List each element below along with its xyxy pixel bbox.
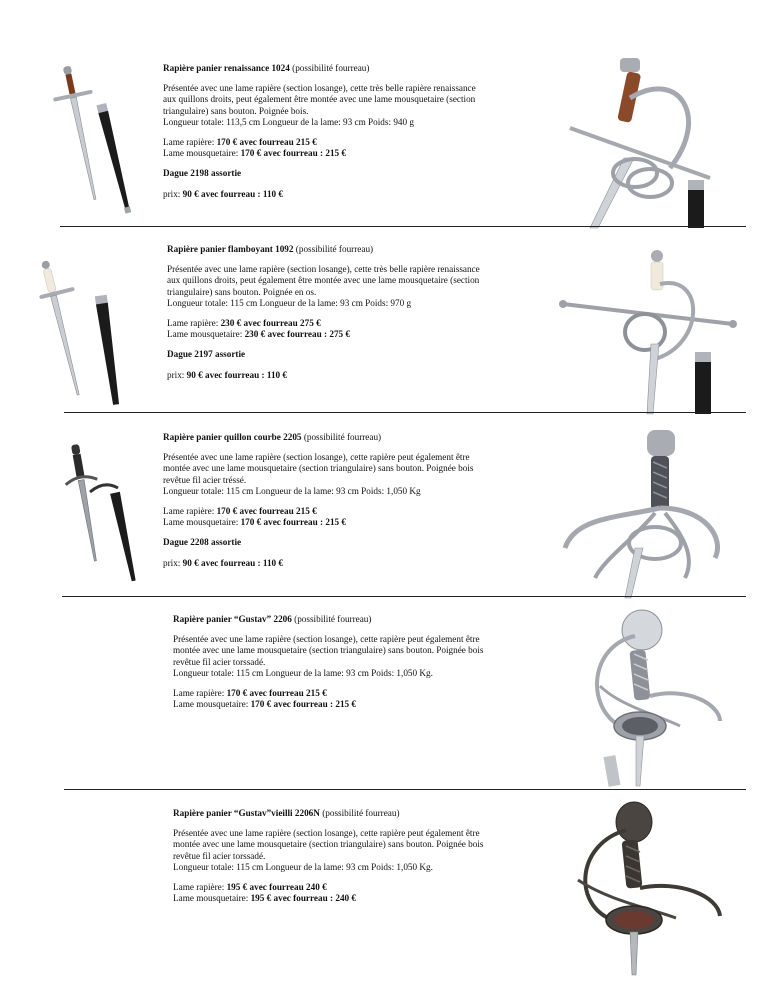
dagger-2198-image (40, 62, 150, 232)
product-title: Rapière panier “Gustav” 2206 (possibilité fourreau) (173, 614, 372, 624)
product-title: Rapière panier renaissance 1024 (possibilité fourreau) (163, 63, 370, 73)
product-description: Présentée avec une lame rapière (section losange), cette rapière peut également être montée avec une lame mousquetaire (section triangulaire) sans bouton. Poignée bois revêtue fil acier tréssé. Longueur totale: 115 cm Longueur de la lame: 93 cm Poids: 1,050 Kg (163, 452, 474, 496)
product-prices: Lame rapière: 195 € avec fourreau 240 € Lame mousquetaire: 195 € avec fourreau : 240 € (173, 882, 357, 904)
product-title: Rapière panier “Gustav”vieilli 2206N (possibilité fourreau) (173, 808, 400, 818)
product-3-text (163, 432, 543, 578)
product-prices: Lame rapière: 230 € avec fourreau 275 € Lame mousquetaire: 230 € avec fourreau : 275 € (167, 318, 351, 340)
rapier-1024-image (560, 58, 730, 228)
product-5-text (173, 808, 553, 913)
rapier-2206-image (580, 606, 730, 786)
dagger-price: prix: 90 € avec fourreau : 110 € (163, 557, 284, 568)
product-description: Présentée avec une lame rapière (section losange), cette très belle rapière renaissance aux quillons droits, peut également être montée avec une lame mousquetaire (section triangulaire) sans bouton. Poignée en os. Longueur totale: 115 cm Longueur de la lame: 93 cm Poids: 970 g (167, 264, 480, 308)
dagger-price: prix: 90 € avec fourreau : 110 € (163, 188, 284, 199)
divider (64, 412, 746, 413)
product-description: Présentée avec une lame rapière (section losange), cette rapière peut également être montée avec une lame mousquetaire (section triangulaire) sans bouton. Poignée bois revêtue fil acier torssadé. Longueur totale: 115 cm Longueur de la lame: 93 cm Poids: 1,050 Kg. (173, 634, 484, 678)
divider (62, 596, 746, 597)
product-4-text (173, 614, 553, 719)
product-prices: Lame rapière: 170 € avec fourreau 215 € Lame mousquetaire: 170 € avec fourreau : 215 € (173, 688, 357, 710)
divider (64, 789, 746, 790)
product-description: Présentée avec une lame rapière (section losange), cette rapière peut également être montée avec une lame mousquetaire (section triangulaire) sans bouton. Poignée bois revêtue fil acier torssadé. Longueur totale: 115 cm Longueur de la lame: 93 cm Poids: 1,050 Kg. (173, 828, 484, 872)
product-title: Rapière panier flamboyant 1092 (possibilité fourreau) (167, 244, 374, 254)
dagger-2208-image (60, 442, 170, 582)
product-title: Rapière panier quillon courbe 2205 (possibilité fourreau) (163, 432, 382, 442)
product-1-text (163, 63, 543, 209)
dagger-title: Dague 2198 assortie (163, 168, 242, 179)
product-prices: Lame rapière: 170 € avec fourreau 215 € Lame mousquetaire: 170 € avec fourreau : 215 € (163, 506, 347, 528)
dagger-title: Dague 2197 assortie (167, 349, 246, 360)
product-prices: Lame rapière: 170 € avec fourreau 215 € Lame mousquetaire: 170 € avec fourreau : 215 € (163, 137, 347, 159)
product-description: Présentée avec une lame rapière (section losange), cette très belle rapière renaissance aux quillons droits, peut également être montée avec une lame mousquetaire (section triangulaire) sans bouton. Poignée bois. Longueur totale: 113,5 cm Longueur de la lame: 93 cm Poids: 940 g (163, 83, 476, 127)
rapier-2206n-image (568, 800, 728, 975)
product-2-text (167, 244, 547, 390)
dagger-2197-image (35, 257, 145, 427)
rapier-1092-image (555, 244, 735, 414)
divider (60, 226, 746, 227)
dagger-price: prix: 90 € avec fourreau : 110 € (167, 369, 288, 380)
dagger-title: Dague 2208 assortie (163, 537, 242, 548)
rapier-2205-image (555, 428, 735, 598)
